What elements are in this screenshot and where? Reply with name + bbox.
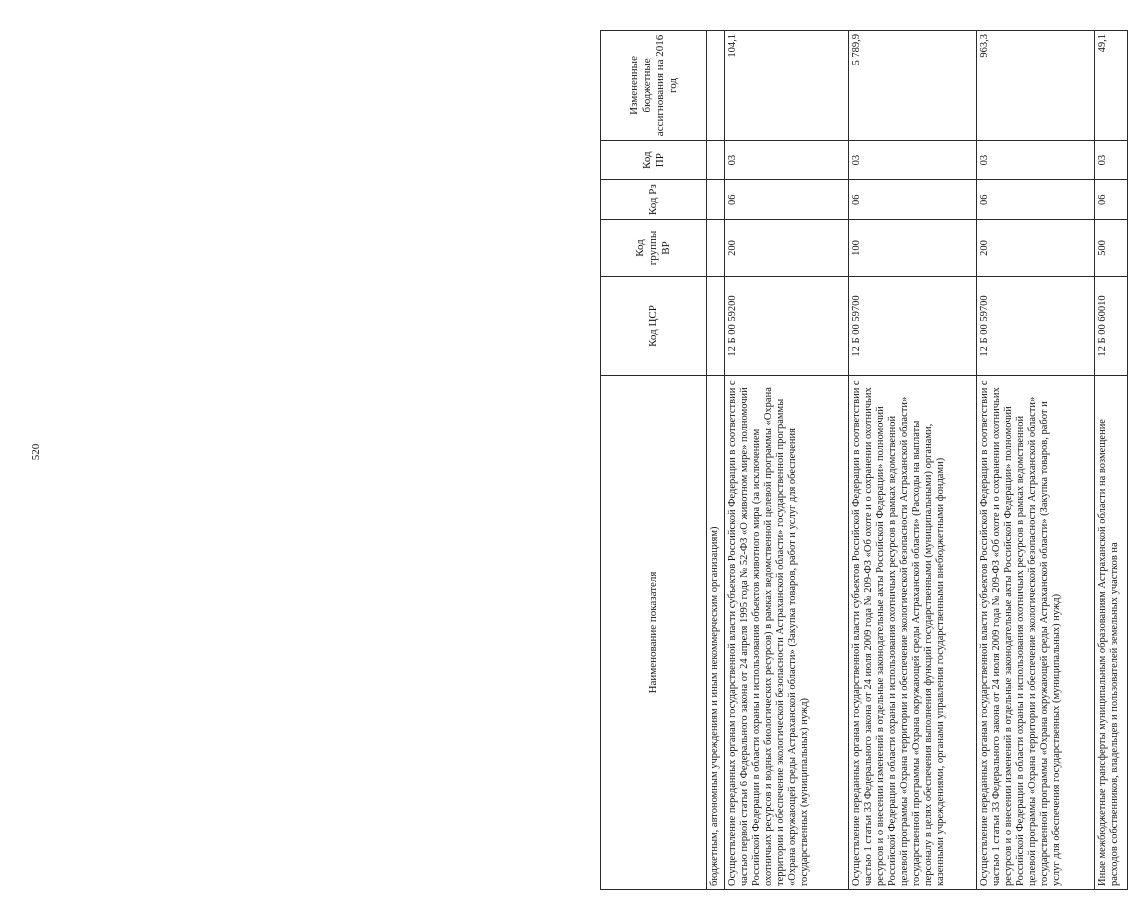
cell-csr: 12 Б 00 59700	[977, 277, 1095, 376]
cell-pr	[707, 140, 725, 180]
cell-name: Осуществление переданных органам государственной власти субъектов Российской Федерации в соответствии с частью 1 статьи 33 Федерального закона от 24 июля 2009 года № 209-ФЗ «Об охоте и о сохранении охотничьих ресурсов и о внесении изменений в отдельные законодательные акты Российской Федерации» полномочий Российской Федерации в области охраны и использования охотничьих ресурсов в рамках ведомственной целевой программы «Охрана территории и обеспечение экологической безопасности Астраханской области» государственной программы «Охрана окружающей среды Астраханской области» (Расходы на выплаты персоналу в целях обеспечения выполнения функций государственными (муниципальными) органами, казенными учреждениями, органами управления государственными внебюджетными фондами)	[849, 375, 977, 889]
cell-csr	[707, 277, 725, 376]
header-pr: Код ПР	[601, 140, 707, 180]
cell-amount	[707, 31, 725, 141]
table-row	[1095, 31, 1128, 890]
cell-rz: 06	[849, 180, 977, 220]
cell-amount: 104,1	[725, 31, 849, 141]
cell-amount: 963,3	[977, 31, 1095, 141]
header-csr: Код ЦСР	[601, 277, 707, 376]
cell-name: Осуществление переданных органам государственной власти субъектов Российской Федерации в соответствии с частью первой статьи 6 Федерального закона от 24 апреля 1995 года № 52-ФЗ «О животном мире» полномочий Российской Федерации в области охраны и использования объектов животного мира (за исключением охотничьих ресурсов и водных биологических ресурсов) в рамках ведомственной целевой программы «Охрана территории и обеспечение экологической безопасности Астраханской области» государственной программы «Охрана окружающей среды Астраханской области» (Закупка товаров, работ и услуг для обеспечения государственных (муниципальных) нужд)	[725, 375, 849, 889]
table-row	[849, 31, 977, 890]
header-name: Наименование показателя	[601, 375, 707, 889]
cell-vr: 500	[1095, 219, 1128, 276]
cell-name: Иные межбюджетные трансферты муниципальным образованиям Астраханской области на возмещение расходов собственников, владельцев и пользователей земельных участков на	[1095, 375, 1128, 889]
cell-pr: 03	[849, 140, 977, 180]
budget-table	[600, 30, 1128, 890]
cell-csr: 12 Б 00 60010	[1095, 277, 1128, 376]
cell-pr: 03	[725, 140, 849, 180]
cell-amount: 49,1	[1095, 31, 1128, 141]
cell-amount: 5 789,9	[849, 31, 977, 141]
table-row	[707, 31, 725, 890]
cell-vr: 200	[977, 219, 1095, 276]
cell-vr	[707, 219, 725, 276]
cell-csr: 12 Б 00 59200	[725, 277, 849, 376]
cell-pr: 03	[977, 140, 1095, 180]
cell-rz: 06	[725, 180, 849, 220]
cell-vr: 200	[725, 219, 849, 276]
cell-vr: 100	[849, 219, 977, 276]
cell-rz: 06	[1095, 180, 1128, 220]
table-row	[977, 31, 1095, 890]
header-amount: Измененные бюджетные ассигнования на 2016 год	[601, 31, 707, 141]
cell-name: Осуществление переданных органам государственной власти субъектов Российской Федерации в соответствии с частью 1 статьи 33 Федерального закона от 24 июля 2009 года № 209-ФЗ «Об охоте и о сохранении охотничьих ресурсов и о внесении изменений в отдельные законодательные акты Российской Федерации» полномочий Российской Федерации в области охраны и использования охотничьих ресурсов в рамках ведомственной целевой программы «Охрана территории и обеспечение экологической безопасности Астраханской области» государственной программы «Охрана окружающей среды Астраханской области» (Закупка товаров, работ и услуг для обеспечения государственных (муниципальных) нужд)	[977, 375, 1095, 889]
cell-csr: 12 Б 00 59700	[849, 277, 977, 376]
header-vr: Код группы ВР	[601, 219, 707, 276]
cell-pr: 03	[1095, 140, 1128, 180]
header-row	[601, 31, 707, 890]
page-number: 520	[30, 443, 42, 461]
cell-name: бюджетным, автономным учреждениям и иным некоммерческим организациям)	[707, 375, 725, 889]
table-row	[725, 31, 849, 890]
header-rz: Код Рз	[601, 180, 707, 220]
cell-rz: 06	[977, 180, 1095, 220]
cell-rz	[707, 180, 725, 220]
rotated-table-container	[600, 30, 1120, 890]
